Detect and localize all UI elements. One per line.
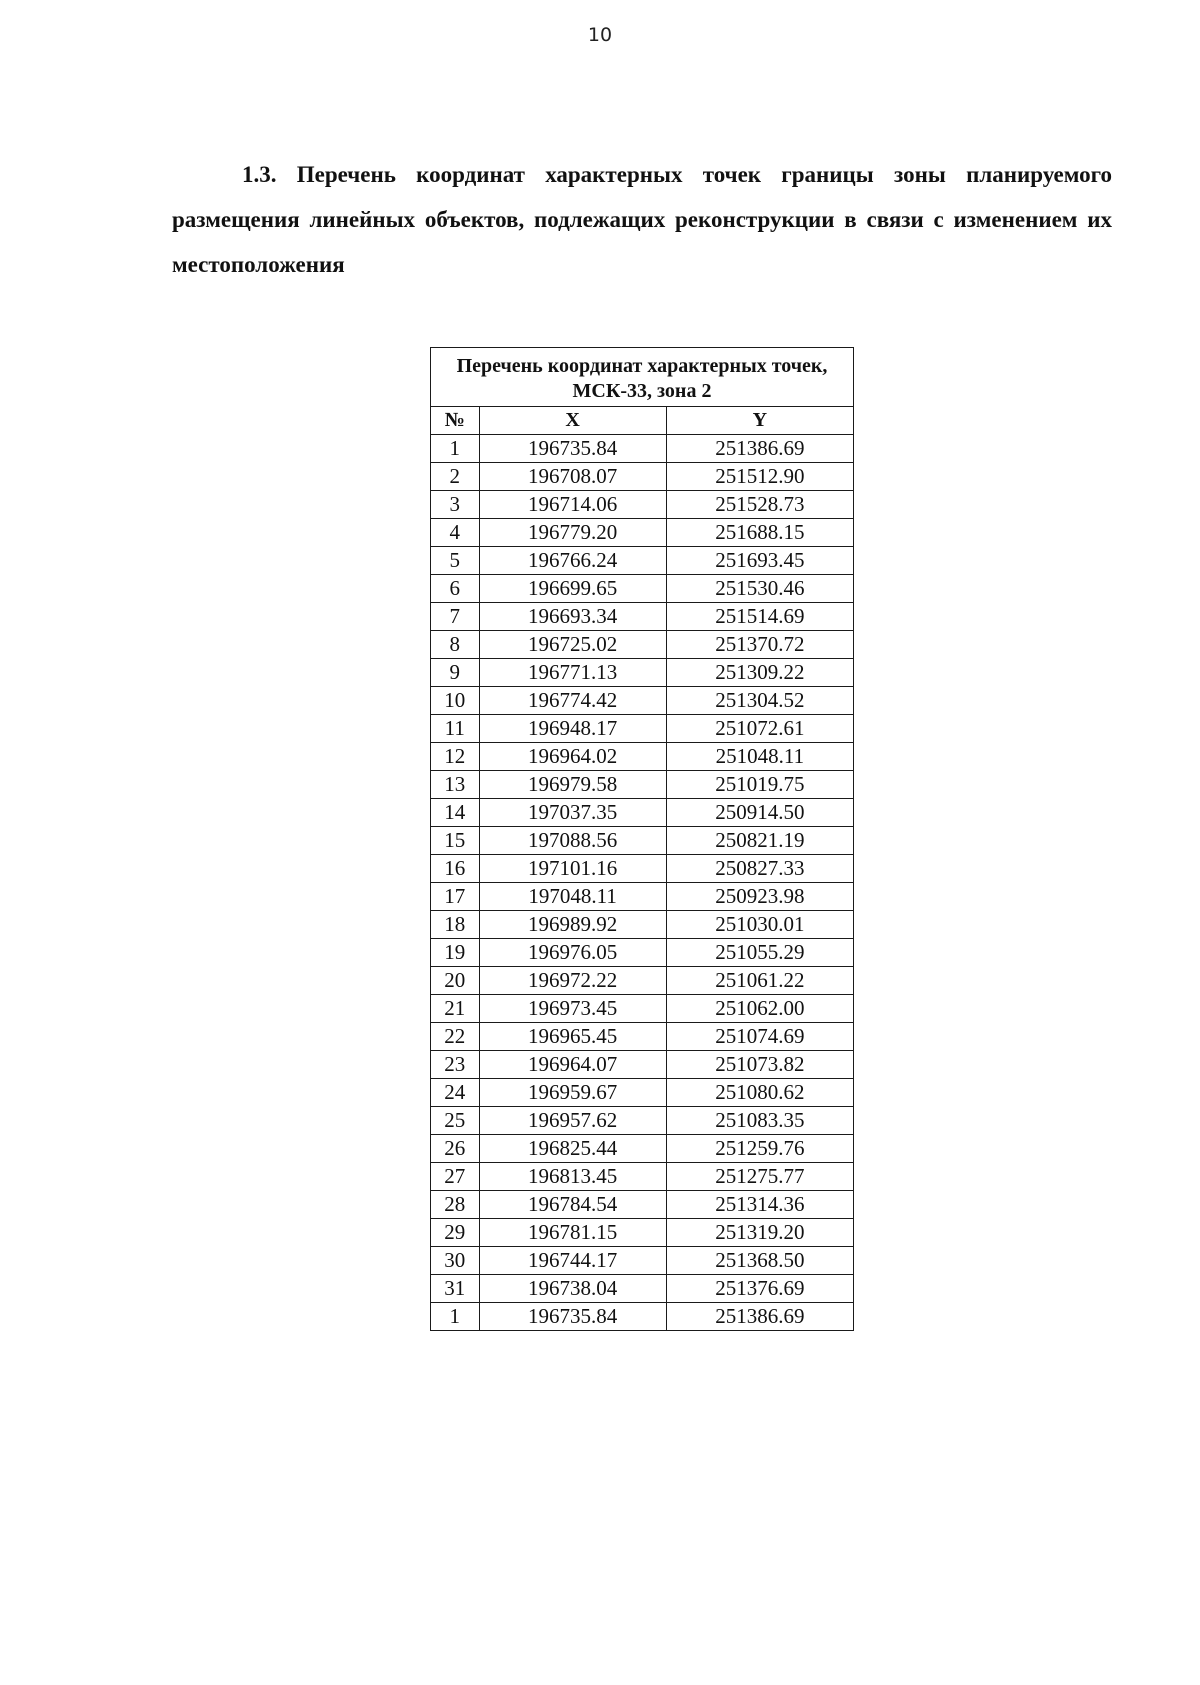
cell-x: 196959.67 — [479, 1079, 666, 1107]
cell-number: 30 — [431, 1247, 480, 1275]
cell-x: 196964.07 — [479, 1051, 666, 1079]
cell-number: 6 — [431, 575, 480, 603]
cell-x: 196825.44 — [479, 1135, 666, 1163]
cell-number: 13 — [431, 771, 480, 799]
cell-x: 196965.45 — [479, 1023, 666, 1051]
cell-x: 196744.17 — [479, 1247, 666, 1275]
cell-x: 196771.13 — [479, 659, 666, 687]
table-row — [431, 967, 854, 995]
table-row — [431, 1023, 854, 1051]
table-row — [431, 435, 854, 463]
cell-y: 251528.73 — [666, 491, 853, 519]
cell-y: 251062.00 — [666, 995, 853, 1023]
cell-y: 251512.90 — [666, 463, 853, 491]
cell-x: 196779.20 — [479, 519, 666, 547]
cell-y: 251030.01 — [666, 911, 853, 939]
table-row — [431, 687, 854, 715]
table-row — [431, 659, 854, 687]
table-row — [431, 1275, 854, 1303]
table-row — [431, 547, 854, 575]
cell-x: 196957.62 — [479, 1107, 666, 1135]
cell-number: 3 — [431, 491, 480, 519]
cell-y: 251514.69 — [666, 603, 853, 631]
table-row — [431, 1135, 854, 1163]
page-number: 10 — [587, 24, 613, 46]
cell-number: 25 — [431, 1107, 480, 1135]
table-row — [431, 1107, 854, 1135]
table-body — [431, 435, 854, 1331]
cell-y: 251319.20 — [666, 1219, 853, 1247]
table-row — [431, 1247, 854, 1275]
cell-y: 250923.98 — [666, 883, 853, 911]
header-x: X — [479, 407, 666, 435]
cell-y: 251259.76 — [666, 1135, 853, 1163]
cell-number: 10 — [431, 687, 480, 715]
cell-number: 27 — [431, 1163, 480, 1191]
section-heading: 1.3. Перечень координат характерных точек границы зоны планируемого размещения линейных объектов, подлежащих реконструкции в связи с изменением их местоположения — [172, 162, 1112, 277]
cell-y: 251061.22 — [666, 967, 853, 995]
cell-y: 251314.36 — [666, 1191, 853, 1219]
cell-number: 16 — [431, 855, 480, 883]
table-row — [431, 603, 854, 631]
table-row — [431, 463, 854, 491]
header-number: № — [431, 407, 480, 435]
cell-y: 251074.69 — [666, 1023, 853, 1051]
cell-number: 4 — [431, 519, 480, 547]
cell-y: 251386.69 — [666, 435, 853, 463]
table-row — [431, 771, 854, 799]
table-row — [431, 519, 854, 547]
cell-y: 250821.19 — [666, 827, 853, 855]
cell-x: 196735.84 — [479, 435, 666, 463]
cell-y: 251275.77 — [666, 1163, 853, 1191]
table-row — [431, 715, 854, 743]
cell-x: 196766.24 — [479, 547, 666, 575]
cell-y: 250827.33 — [666, 855, 853, 883]
cell-y: 251083.35 — [666, 1107, 853, 1135]
table-row — [431, 1079, 854, 1107]
cell-x: 196784.54 — [479, 1191, 666, 1219]
cell-x: 196738.04 — [479, 1275, 666, 1303]
table-caption-row — [431, 348, 854, 407]
cell-number: 21 — [431, 995, 480, 1023]
cell-x: 196948.17 — [479, 715, 666, 743]
table-row — [431, 1219, 854, 1247]
cell-number: 15 — [431, 827, 480, 855]
cell-x: 196781.15 — [479, 1219, 666, 1247]
cell-x: 196973.45 — [479, 995, 666, 1023]
cell-x: 196979.58 — [479, 771, 666, 799]
table-caption: Перечень координат характерных точек, МСК-33, зона 2 — [431, 348, 854, 407]
cell-y: 251376.69 — [666, 1275, 853, 1303]
cell-number: 26 — [431, 1135, 480, 1163]
coordinates-table — [430, 347, 854, 1331]
cell-y: 251073.82 — [666, 1051, 853, 1079]
cell-number: 8 — [431, 631, 480, 659]
table-row — [431, 855, 854, 883]
cell-y: 251072.61 — [666, 715, 853, 743]
cell-number: 9 — [431, 659, 480, 687]
cell-x: 196693.34 — [479, 603, 666, 631]
cell-y: 251530.46 — [666, 575, 853, 603]
table-row — [431, 939, 854, 967]
cell-number: 1 — [431, 1303, 480, 1331]
cell-y: 251368.50 — [666, 1247, 853, 1275]
table-row — [431, 743, 854, 771]
cell-x: 196699.65 — [479, 575, 666, 603]
cell-number: 12 — [431, 743, 480, 771]
table-row — [431, 995, 854, 1023]
cell-y: 251309.22 — [666, 659, 853, 687]
cell-x: 196989.92 — [479, 911, 666, 939]
cell-number: 22 — [431, 1023, 480, 1051]
cell-x: 196735.84 — [479, 1303, 666, 1331]
table-row — [431, 1303, 854, 1331]
cell-y: 251055.29 — [666, 939, 853, 967]
cell-y: 251386.69 — [666, 1303, 853, 1331]
table-row — [431, 1051, 854, 1079]
table-row — [431, 575, 854, 603]
cell-x: 197048.11 — [479, 883, 666, 911]
cell-number: 1 — [431, 435, 480, 463]
cell-x: 196708.07 — [479, 463, 666, 491]
cell-x: 196725.02 — [479, 631, 666, 659]
cell-number: 14 — [431, 799, 480, 827]
cell-number: 17 — [431, 883, 480, 911]
cell-number: 20 — [431, 967, 480, 995]
cell-number: 18 — [431, 911, 480, 939]
table-row — [431, 799, 854, 827]
cell-x: 197101.16 — [479, 855, 666, 883]
cell-y: 251019.75 — [666, 771, 853, 799]
cell-number: 19 — [431, 939, 480, 967]
cell-x: 196964.02 — [479, 743, 666, 771]
table-row — [431, 1191, 854, 1219]
table-row — [431, 883, 854, 911]
cell-x: 197037.35 — [479, 799, 666, 827]
cell-y: 251370.72 — [666, 631, 853, 659]
cell-x: 196774.42 — [479, 687, 666, 715]
cell-y: 251080.62 — [666, 1079, 853, 1107]
cell-number: 5 — [431, 547, 480, 575]
cell-number: 23 — [431, 1051, 480, 1079]
table-header-row — [431, 407, 854, 435]
table-row — [431, 827, 854, 855]
cell-number: 2 — [431, 463, 480, 491]
cell-y: 251304.52 — [666, 687, 853, 715]
header-y: Y — [666, 407, 853, 435]
cell-y: 250914.50 — [666, 799, 853, 827]
table-row — [431, 491, 854, 519]
cell-y: 251048.11 — [666, 743, 853, 771]
cell-x: 196972.22 — [479, 967, 666, 995]
cell-y: 251688.15 — [666, 519, 853, 547]
cell-number: 24 — [431, 1079, 480, 1107]
cell-y: 251693.45 — [666, 547, 853, 575]
table-row — [431, 631, 854, 659]
cell-x: 196714.06 — [479, 491, 666, 519]
cell-x: 196813.45 — [479, 1163, 666, 1191]
cell-number: 29 — [431, 1219, 480, 1247]
cell-x: 196976.05 — [479, 939, 666, 967]
cell-x: 197088.56 — [479, 827, 666, 855]
table-row — [431, 1163, 854, 1191]
cell-number: 31 — [431, 1275, 480, 1303]
cell-number: 28 — [431, 1191, 480, 1219]
cell-number: 11 — [431, 715, 480, 743]
table-row — [431, 911, 854, 939]
cell-number: 7 — [431, 603, 480, 631]
